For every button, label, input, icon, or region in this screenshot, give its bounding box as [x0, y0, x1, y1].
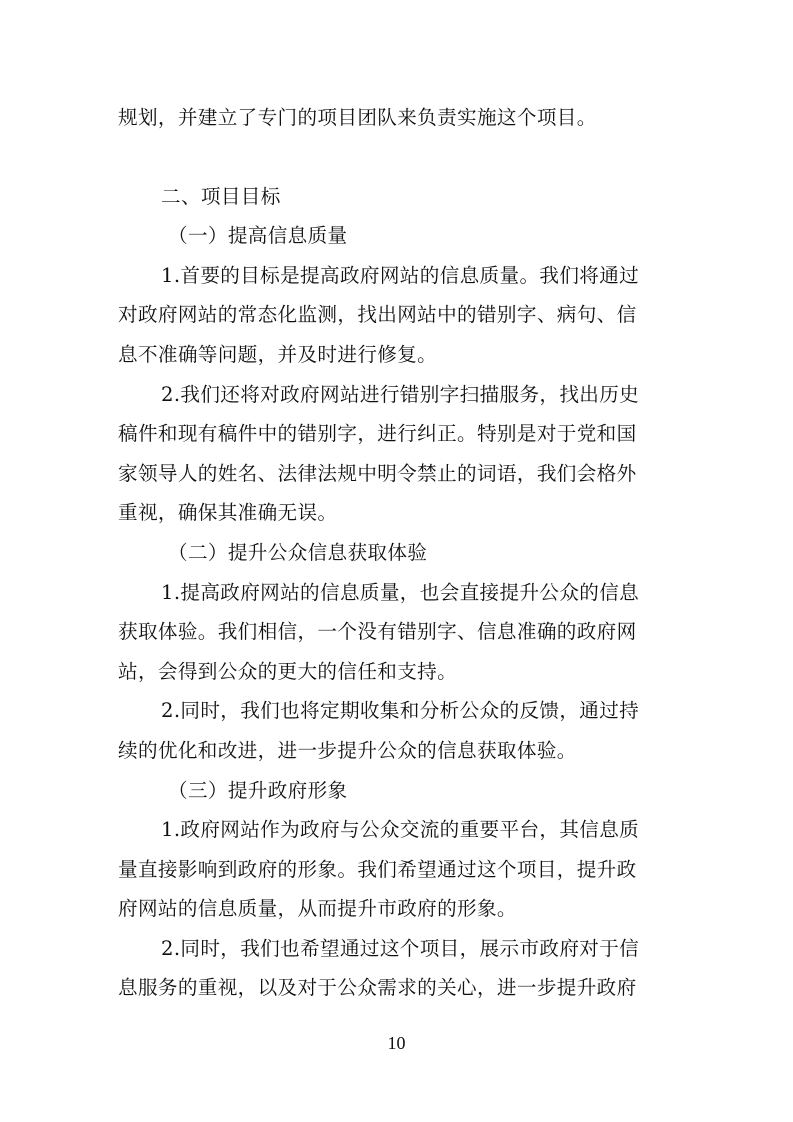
section-heading: 二、项目目标	[161, 184, 281, 208]
text-line: 府网站的信息质量，从而提升市政府的形象。	[118, 897, 517, 921]
text-line: 2.同时，我们也将定期收集和分析公众的反馈，通过持	[161, 699, 640, 723]
text-line: 稿件和现有稿件中的错别字，进行纠正。特别是对于党和国	[118, 422, 637, 446]
text-line: 家领导人的姓名、法律法规中明令禁止的词语，我们会格外	[118, 461, 637, 485]
paragraph-gap	[118, 138, 674, 177]
text-line: 1.首要的目标是提高政府网站的信息质量。我们将通过	[161, 263, 640, 287]
text-line: 1.政府网站作为政府与公众交流的重要平台，其信息质	[161, 818, 640, 842]
text-line: 续的优化和改进，进一步提升公众的信息获取体验。	[118, 738, 577, 762]
text-line: 息不准确等问题，并及时进行修复。	[118, 342, 438, 366]
text-line: 对政府网站的常态化监测，找出网站中的错别字、病句、信	[118, 303, 637, 327]
text-line: 量直接影响到政府的形象。我们希望通过这个项目，提升政	[118, 857, 637, 881]
text-line: 获取体验。我们相信，一个没有错别字、信息准确的政府网	[118, 620, 637, 644]
text-line: 2.我们还将对政府网站进行错别字扫描服务，找出历史	[161, 382, 640, 406]
text-line-continuation: 规划，并建立了专门的项目团队来负责实施这个项目。	[118, 106, 597, 129]
page-number: 10	[387, 1033, 406, 1053]
subsection-heading-3: （三）提升政府形象	[168, 778, 348, 802]
text-line: 站，会得到公众的更大的信任和支持。	[118, 659, 458, 683]
subsection-heading-1: （一）提高信息质量	[168, 224, 348, 248]
text-line: 1.提高政府网站的信息质量，也会直接提升公众的信息	[161, 580, 640, 604]
text-line: 重视，确保其准确无误。	[118, 501, 338, 525]
subsection-heading-2: （二）提升公众信息获取体验	[168, 540, 428, 564]
document-body	[118, 98, 674, 1008]
text-line: 息服务的重视，以及对于公众需求的关心，进一步提升政府	[118, 976, 637, 1000]
text-line: 2.同时，我们也希望通过这个项目，展示市政府对于信	[161, 936, 640, 960]
